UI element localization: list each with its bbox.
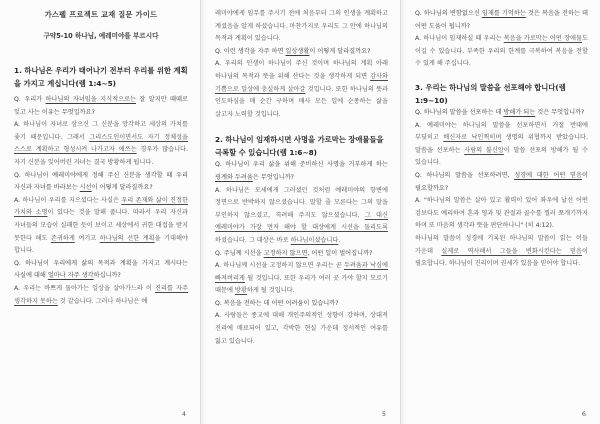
text-span: 여기고	[74, 234, 100, 242]
underlined-text: 방황	[234, 287, 247, 295]
text-span: 잘 알지만 때때로 잊고 사는 이유는 무엇일까요?	[14, 96, 188, 116]
text-span: A. 하나님이 우리를 지으셨다는 사실은	[14, 196, 122, 204]
text-span: Q. 하나님의 말씀을 선포하려면,	[415, 171, 515, 179]
question-paragraph	[215, 248, 388, 261]
question-paragraph	[14, 94, 188, 119]
answer-paragraph	[215, 310, 388, 348]
answer-paragraph	[14, 195, 188, 258]
text-span: Q. 하나님의 말씀을 선포하는 데	[415, 108, 504, 116]
page-header: 가스펠 프로젝트 교재 질문 가이드	[44, 10, 158, 19]
text-span: 도 이길 수 있습니다. 부족한 우리의 한계를 극복하여 복음을 전할 수 있게 해 주십니다.	[415, 35, 588, 68]
answer-paragraph	[415, 120, 588, 170]
text-span: , 어떤 일이 벌어집니까?	[307, 249, 373, 257]
underlined-text: 진리를 자주 생각하지 못하는	[14, 284, 188, 305]
answer-paragraph	[215, 185, 388, 248]
question-paragraph	[215, 46, 388, 59]
underlined-text: 하나님의 선한 계획	[99, 234, 155, 242]
underlined-text: 실제로 역사해서 그들을 변화시킨다는 믿음	[441, 247, 583, 255]
question-paragraph	[415, 107, 588, 120]
section-heading: 1. 하나님은 우리가 태어나기 전부터 우리를 위한 계획을 가지고 계십니다(렘 1:4~5)	[14, 66, 188, 88]
text-span: .	[338, 236, 341, 244]
text-span: 을 기대해야 합니다.	[14, 234, 188, 255]
text-span: A. 우리는 바쁘게 돌아가는 일상을 살아가느라 이	[14, 284, 156, 292]
page-middle	[200, 0, 400, 424]
text-span: 것은 무엇입니까?	[535, 108, 585, 116]
underlined-text: 두려움과 낙심에 빠져버리게	[215, 262, 388, 282]
underlined-text: 핑계와 두려움	[215, 173, 253, 181]
page-number: 4	[181, 410, 186, 418]
underlined-text: 존귀하게	[50, 234, 75, 242]
text-span: 은 무엇입니까?	[252, 173, 294, 181]
text-span: Q. 하나님의 변함없으신	[415, 10, 482, 17]
page-right	[400, 0, 600, 424]
text-span: 레미야에게 임무를 주시기 전에 처음부터 그의 인생을 계획하고 계셨음을 알게 하셨습니다. 마찬가지로 우리도 그 안에 하나님의 목적과 계획이 있습니다.	[215, 10, 388, 43]
underlined-text: 배신자로 낙인찍히며	[443, 134, 502, 142]
page-number: 6	[581, 410, 586, 418]
text-span: 이 어떻게 달라질까요?	[309, 47, 371, 55]
question-paragraph	[215, 298, 388, 311]
text-span: 이 어떻게 달라질까요?	[91, 184, 153, 192]
question-paragraph	[415, 170, 588, 195]
question-paragraph	[415, 8, 588, 33]
answer-paragraph	[215, 58, 388, 121]
text-span: 하게 될 것입니다.	[246, 287, 295, 295]
continued-paragraph	[215, 8, 388, 46]
text-span: Q. 하나님이 우리에게 삶의 목적과 계획을 가지고 계시다는 사실에 대해	[14, 259, 188, 280]
text-span: A. 예레미야는 하나님의 말씀을 선포하면서 거절 반대에 부딪히고	[415, 121, 588, 142]
section-heading: 2. 하나님이 임재하시면 사명을 가로막는 장애물들을 극복할 수 있습니다(렘 1:6~8)	[215, 135, 384, 158]
text-span: A. "하나님의 말씀은 살아 있고 활력이 있어 좌우에 날선 어떤 검보다도 예리하여 혼과 영과 및 관절과 골수를 찔러 쪼개기까지 하며 또 마음의 생각과 뜻을 판단하나니" (히 4:12). 하나님의 말씀이 성경에 기록된 하나님의 말씀이 읽는 이들 가운데	[415, 197, 588, 255]
text-span: Q. 우리가	[14, 96, 46, 103]
underlined-text: 복음을 가로막는 어떤 장애물	[503, 35, 583, 43]
text-span: 것입니다. 또한 하나님의 뜻과 인도하심을 매 순간 구하며 매사 모든 일에 순종하는 삶을 살고자 노력할 것입니다.	[215, 85, 388, 118]
underlined-text: 일상생활	[285, 47, 310, 55]
text-span: Q. 복음을 전하는 데 어떤 어려움이 있습니까?	[215, 299, 339, 307]
text-span: 경우가 많습니다. 자기 신분을 잊어버린 자녀는 결국 방황하게 됩니다.	[14, 146, 188, 166]
page-body	[14, 64, 188, 308]
page-number: 5	[381, 410, 386, 418]
text-span: 것 같습니다. 그러나 하나님은 예	[57, 297, 148, 305]
underlined-text: 하나님이셨습니다	[290, 236, 339, 244]
underlined-text: 성경에 대한 어떤 믿음	[514, 171, 582, 179]
underlined-text: 사람의 불신앙	[464, 146, 504, 154]
text-span: Q. 이런 생각을 자주 하면	[215, 47, 286, 55]
question-paragraph	[14, 170, 188, 195]
text-span: 생명의 위협까지 받았습니다. 말씀을 선포하는	[415, 134, 589, 154]
underlined-text: 우리 존재와 삶이 진정한 가치와 소명	[14, 196, 188, 217]
lesson-title: 구약5-10 하나님, 예레미야를 부르시다	[43, 32, 159, 40]
answer-paragraph	[415, 195, 588, 271]
underlined-text: 임재를 기억하는	[481, 10, 526, 17]
underlined-text: 고정하지 않으면	[263, 249, 308, 257]
text-span: 것은 복음을 전하는 데 어떤 도움이 됩니까?	[415, 10, 588, 30]
answer-paragraph	[14, 119, 188, 169]
underlined-text: 시선	[79, 184, 92, 192]
page-left	[0, 0, 200, 424]
page-fold	[401, 0, 407, 424]
text-span: 될 것입니다. 또한 우리가 여러 곳 가야 할지 모르기 때문에	[215, 274, 388, 295]
text-span: 이 있다는 것을 말해 줍니다. 따라서 우리 자신과 자녀들의 모습이 실패한 듯이 보이고 세상에서 귀한 대접을 받지 못한다 해도	[14, 209, 188, 242]
underlined-text: 방해가 되는	[503, 108, 536, 116]
section-heading: 3. 우리는 하나님의 말씀을 선포해야 합니다(렘 1:9~10)	[415, 82, 566, 105]
answer-paragraph	[415, 33, 588, 71]
answer-paragraph	[215, 260, 388, 298]
underlined-text: 얼마나 자주 생각	[47, 272, 94, 280]
text-span: 이 필요할까요?	[415, 171, 588, 192]
text-span: Q. 주님께 시선을	[215, 249, 264, 257]
text-span: A. 하나님이 자녀로 삼으신 그 신분을 망각하고 세상의 가치를 좇기 때문입니다. 그래서	[14, 121, 188, 141]
text-span: A. 하나님이 임재하실 때 우리는	[415, 35, 504, 43]
text-span: 이 필요합니다. 하나님이 진리이며 권세가 있음을 믿어야 합니다.	[415, 247, 588, 268]
text-span: Q. 하나님이 우리 삶을 위해 준비하신 사명을 거부하게 하는	[215, 161, 388, 169]
underlined-text: 하나님의 자녀임을 지식적으로는	[45, 96, 136, 103]
text-span: 하십니까?	[93, 272, 121, 280]
question-paragraph	[14, 258, 188, 283]
underlined-text: 그 대신 예레미야가 가장 먼저 해야 할 대상에게 시선을 돌리도록	[215, 211, 388, 232]
text-span: A. 하나님은 모세에게 그러셨던 것처럼 예레미야의 항변에 정면으로 반박하지 않으셨습니다. 말할 줄 모른다는 그의 말을 부인하지 않으셨고, 격려해 주지도 않으셨습니다.	[215, 186, 388, 219]
text-span: 하셨습니다. 그 대상은 바로	[215, 236, 291, 244]
page-fold	[201, 0, 207, 424]
text-span: A. 사람들은 종교에 대해 개인주의적인 성향이 강하며, 상대적 진리에 매료되어 있고, 각박한 현실 가운데 정서적인 여유를 잃고 있습니다.	[215, 312, 388, 345]
answer-paragraph	[14, 283, 188, 308]
text-span: Q. 하나님이 예레미야에게 정해 주신 신분을 생각할 때 우리 자신과 자녀를 바라보는	[14, 171, 188, 192]
text-span: 이 말씀 선포의 방해가 될 수 있습니다.	[415, 146, 588, 167]
page-body	[415, 8, 588, 271]
page-body	[215, 8, 388, 348]
underlined-text: 감사와 기쁨으로 일상에 충실하게 살아갈	[215, 72, 388, 93]
question-paragraph	[215, 159, 388, 184]
text-span: A. 하나님께 시선을 고정하지 않으면 우리는 곧	[215, 262, 344, 270]
text-span: A. 우리의 인생이 하나님이 주신 것이며 하나님의 계획 아래 하나님의 목적과 뜻을 위해 산다는 것을 생각하게 되면	[215, 60, 388, 80]
underlined-text: 그리스도인이면서도 자기 정체성을 스스로 계획하고 형성시켜 나가고자 애쓰는	[14, 133, 189, 154]
